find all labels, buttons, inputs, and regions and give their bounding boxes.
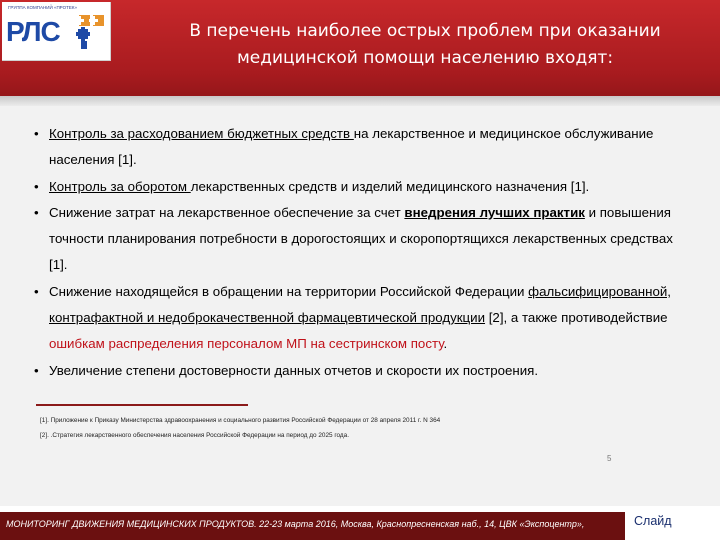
header-divider-band: [0, 96, 720, 106]
slide-title-line-2: медицинской помощи населению входят:: [236, 48, 614, 68]
page-number: 5: [607, 454, 612, 463]
list-item-text: Снижение находящейся в обращении на территории Российской Федерации: [49, 283, 529, 299]
footnotes: [40, 413, 680, 443]
list-item: [34, 121, 694, 174]
slide-footer: [0, 506, 720, 540]
logo-name: РЛС: [6, 16, 60, 47]
underlined-text: Контроль за оборотом: [49, 178, 191, 194]
underlined-text: фальсифицированной, контрафактной и недоброкачественной фармацевтической продукции: [49, 283, 671, 326]
list-item-text: .: [443, 336, 448, 352]
list-item-text: и повышения точности планирования потребности в дорогостоящих и скоропортящихся лекарственных средствах [1].: [49, 204, 673, 273]
slide-header: [0, 0, 720, 104]
list-item: [34, 174, 694, 200]
underlined-text: внедрения лучших практик: [404, 204, 585, 220]
logo-tagline: ГРУППА КОМПАНИЙ «ПРОТЕК»: [8, 5, 77, 10]
slide-title: [160, 18, 690, 72]
list-item-text: лекарственных средств и изделий медицинского назначения [1].: [190, 178, 590, 194]
footnote-2: [2]. .Стратегия лекарственного обеспечения населения Российской Федерации на период до 2025 года.: [40, 432, 349, 439]
rls-logo: [2, 2, 111, 61]
slide-title-line-1: В перечень наиболее острых проблем при оказании: [189, 21, 661, 41]
highlighted-text: ошибкам распределения персоналом МП на сестринском посту: [49, 336, 444, 352]
problem-list: [34, 121, 694, 384]
list-item-text: Увеличение степени достоверности данных отчетов и скорости их построения.: [49, 362, 539, 378]
slide-label: Слайд: [634, 514, 672, 528]
footnote-1: [1]. Приложение к Приказу Министерства здравоохранения и социального развития Российской Федерации от 28 апреля 2011 г. N 364: [40, 417, 441, 424]
list-item: [34, 358, 694, 384]
list-item-text: на лекарственное и медицинское обслуживание населения [1].: [49, 126, 654, 168]
list-item: [34, 279, 694, 358]
footer-bar: [0, 512, 625, 540]
footnote-divider: [36, 404, 248, 406]
list-item: [34, 200, 694, 279]
list-item-text: Снижение затрат на лекарственное обеспечение за счет: [49, 204, 405, 220]
cross-logo-icon: [66, 15, 106, 51]
event-info: МОНИТОРИНГ ДВИЖЕНИЯ МЕДИЦИНСКИХ ПРОДУКТОВ. 22-23 марта 2016, Москва, Краснопресненская наб., 14, ЦВК «Экспоцентр»,: [6, 519, 585, 529]
list-item-text: [2], а также противодействие: [485, 310, 668, 326]
slide-content: [0, 106, 720, 506]
underlined-text: Контроль за расходованием бюджетных средств: [49, 126, 354, 141]
footer-slide-box: [625, 512, 720, 540]
